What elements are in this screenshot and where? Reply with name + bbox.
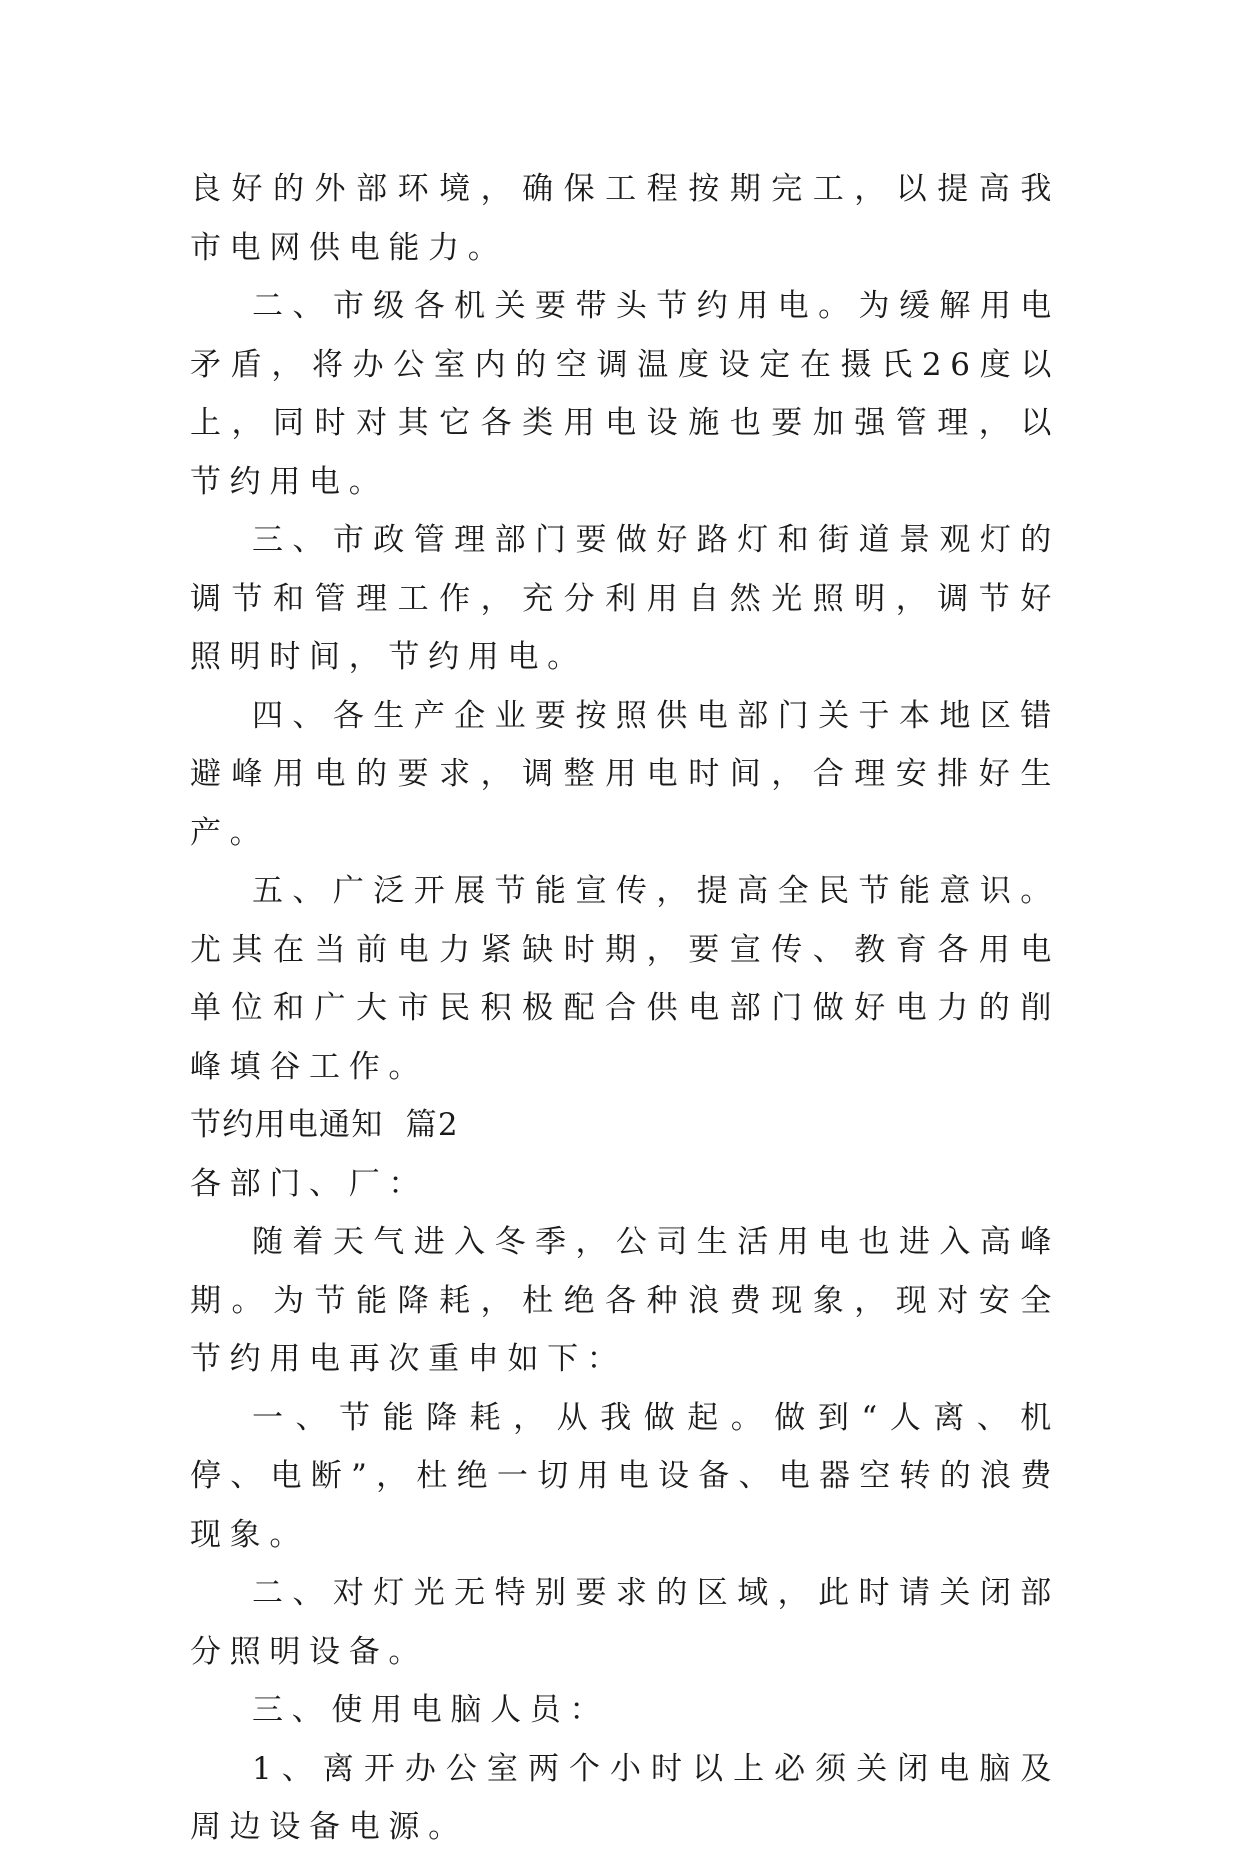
paragraph-item-3: 三、市政管理部门要做好路灯和街道景观灯的调节和管理工作，充分利用自然光照明，调节好照明时间，节约用电。 [190, 522, 1060, 675]
paragraph-item-1: 一、节能降耗，从我做起。做到“人离、机停、电断”，杜绝一切用电设备、电器空转的浪费现象。 [190, 1399, 1060, 1553]
salutation: 各部门、厂： [190, 1165, 429, 1202]
paragraph-continuation: 良好的外部环境，确保工程按期完工，以提高我市电网供电能力。 [190, 171, 1060, 266]
paragraph-item-5: 五、广泛开展节能宣传，提高全民节能意识。尤其在当前电力紧缺时期，要宣传、教育各用电单位和广大市民积极配合供电部门做好电力的削峰填谷工作。 [190, 873, 1060, 1085]
document-body [190, 160, 1060, 1857]
paragraph-item-computers: 三、使用电脑人员： [252, 1692, 610, 1728]
paragraph-item-2: 二、市级各机关要带头节约用电。为缓解用电矛盾，将办公室内的空调温度设定在摄氏26度以上，同时对其它各类用电设施也要加强管理，以节约用电。 [190, 288, 1060, 500]
section-title: 节约用电通知 篇2 [190, 1107, 459, 1143]
paragraph-subitem-1: 1、离开办公室两个小时以上必须关闭电脑及周边设备电源。 [190, 1750, 1060, 1845]
paragraph-item-4: 四、各生产企业要按照供电部门关于本地区错避峰用电的要求，调整用电时间，合理安排好生产。 [190, 697, 1060, 851]
paragraph-intro: 随着天气进入冬季，公司生活用电也进入高峰期。为节能降耗，杜绝各种浪费现象，现对安全节约用电再次重申如下： [190, 1224, 1060, 1377]
paragraph-item-lighting: 二、对灯光无特别要求的区域，此时请关闭部分照明设备。 [190, 1575, 1060, 1670]
